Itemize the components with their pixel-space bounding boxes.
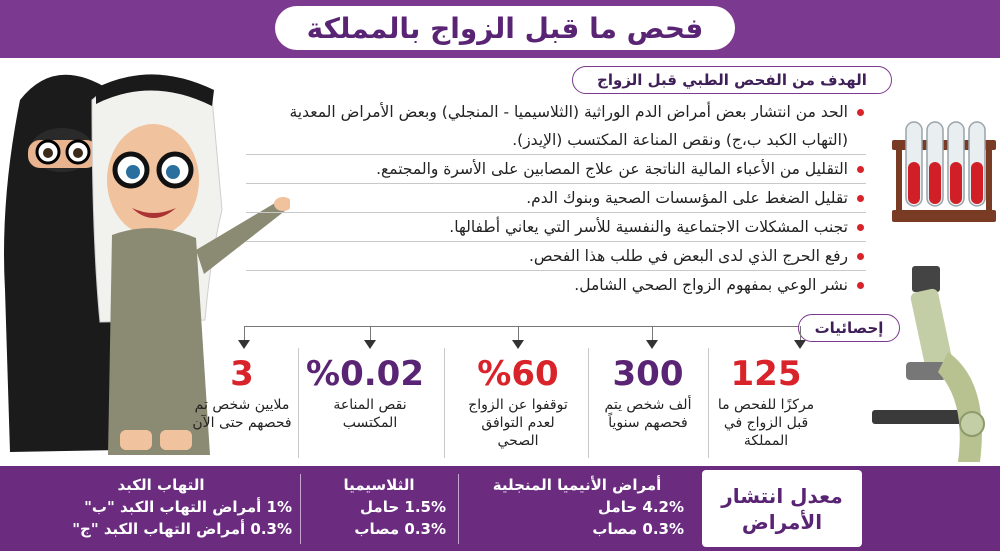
- test-tubes-icon: [888, 118, 1000, 226]
- hepatitis-b-rate: 1% أمراض التهاب الكبد "ب": [84, 498, 292, 516]
- bottom-column-divider: [300, 474, 301, 544]
- goal-bullet: [246, 213, 866, 242]
- stat-value: %0.02: [306, 354, 424, 394]
- arrow-down-icon: [794, 340, 806, 349]
- stats-heading: إحصائيات: [814, 319, 884, 337]
- goal-heading: الهدف من الفحص الطبي قبل الزواج: [597, 71, 867, 89]
- goal-bullet-text: رفع الحرج الذي لدى البعض في طلب هذا الفحص.: [528, 247, 848, 265]
- arrow-down-icon: [364, 340, 376, 349]
- stats-heading-pill: [798, 314, 900, 342]
- goal-bullet: [246, 155, 866, 184]
- stat-item: [188, 352, 296, 432]
- goal-bullet-text: تجنب المشكلات الاجتماعية والنفسية للأسر التي يعاني أطفالها.: [449, 218, 848, 236]
- stat-label: توقفوا عن الزواج لعدم التوافق الصحي: [468, 397, 568, 449]
- sickle-cell-carrier: 4.2% حامل: [598, 498, 684, 516]
- goal-bullet-list: [246, 98, 866, 299]
- sickle-cell-rates: [470, 474, 684, 540]
- stats-column-divider: [708, 348, 709, 458]
- stat-value: %60: [477, 354, 559, 394]
- stat-value: 3: [230, 354, 254, 394]
- stat-value: 125: [730, 354, 802, 394]
- hepatitis-c-rate: 0.3% أمراض التهاب الكبد "ج": [72, 520, 292, 538]
- arrow-down-icon: [512, 340, 524, 349]
- thalassemia-affected: 0.3% مصاب: [354, 520, 446, 538]
- goal-bullet-text: الحد من انتشار بعض أمراض الدم الوراثية (الثلاسيميا - المنجلي) وبعض الأمراض المعدية (التهاب الكبد ب،ج) ونقص المناعة المكتسب (الإيدز).: [289, 103, 848, 149]
- goal-bullet: [246, 184, 866, 213]
- goal-bullet-text: تقليل الضغط على المؤسسات الصحية وبنوك الدم.: [526, 189, 848, 207]
- title-bar: [0, 0, 1000, 58]
- stat-item: [306, 352, 424, 432]
- goal-bullet-text: نشر الوعي بمفهوم الزواج الصحي الشامل.: [574, 276, 848, 294]
- stat-label: ملايين شخص تم فحصهم حتى الآن: [192, 397, 292, 431]
- stat-item: [594, 352, 702, 432]
- thalassemia-title: الثلاسيميا: [343, 476, 415, 494]
- bullet-dot-icon: [857, 224, 864, 231]
- thalassemia-carrier: 1.5% حامل: [360, 498, 446, 516]
- stat-item: [464, 352, 572, 450]
- page-title: فحص ما قبل الزواج بالمملكة: [306, 11, 704, 45]
- sickle-cell-affected: 0.3% مصاب: [592, 520, 684, 538]
- bullet-dot-icon: [857, 253, 864, 260]
- bottom-column-divider: [458, 474, 459, 544]
- stats-column-divider: [588, 348, 589, 458]
- goal-bullet: [246, 98, 866, 155]
- goal-bullet: [246, 271, 866, 299]
- bullet-dot-icon: [857, 166, 864, 173]
- goal-heading-pill: [572, 66, 892, 94]
- disease-rates-title-box: [702, 470, 862, 547]
- stats-column-divider: [444, 348, 445, 458]
- stat-item: [712, 352, 820, 450]
- thalassemia-rates: [312, 474, 446, 540]
- hepatitis-rates: [30, 474, 292, 540]
- bullet-dot-icon: [857, 195, 864, 202]
- sickle-cell-title: أمراض الأنيميا المنجلية: [492, 476, 662, 494]
- stat-label: ألف شخص يتم فحصهم سنوياً: [604, 397, 692, 431]
- goal-bullet-text: التقليل من الأعباء المالية الناتجة عن علاج المصابين على الأسرة والمجتمع.: [376, 160, 848, 178]
- disease-rates-title: معدل انتشار الأمراض: [721, 483, 843, 534]
- stat-label: مركزًا للفحص ما قبل الزواج في المملكة: [717, 397, 815, 449]
- title-pill: [275, 6, 735, 50]
- arrow-down-icon: [238, 340, 250, 349]
- stat-label: نقص المناعة المكتسب: [333, 397, 407, 431]
- stats-column-divider: [298, 348, 299, 458]
- goal-bullet: [246, 242, 866, 271]
- arrow-down-icon: [646, 340, 658, 349]
- bullet-dot-icon: [857, 109, 864, 116]
- hepatitis-title: التهاب الكبد: [117, 476, 205, 494]
- stat-value: 300: [612, 354, 684, 394]
- stats-connector-line: [244, 326, 800, 327]
